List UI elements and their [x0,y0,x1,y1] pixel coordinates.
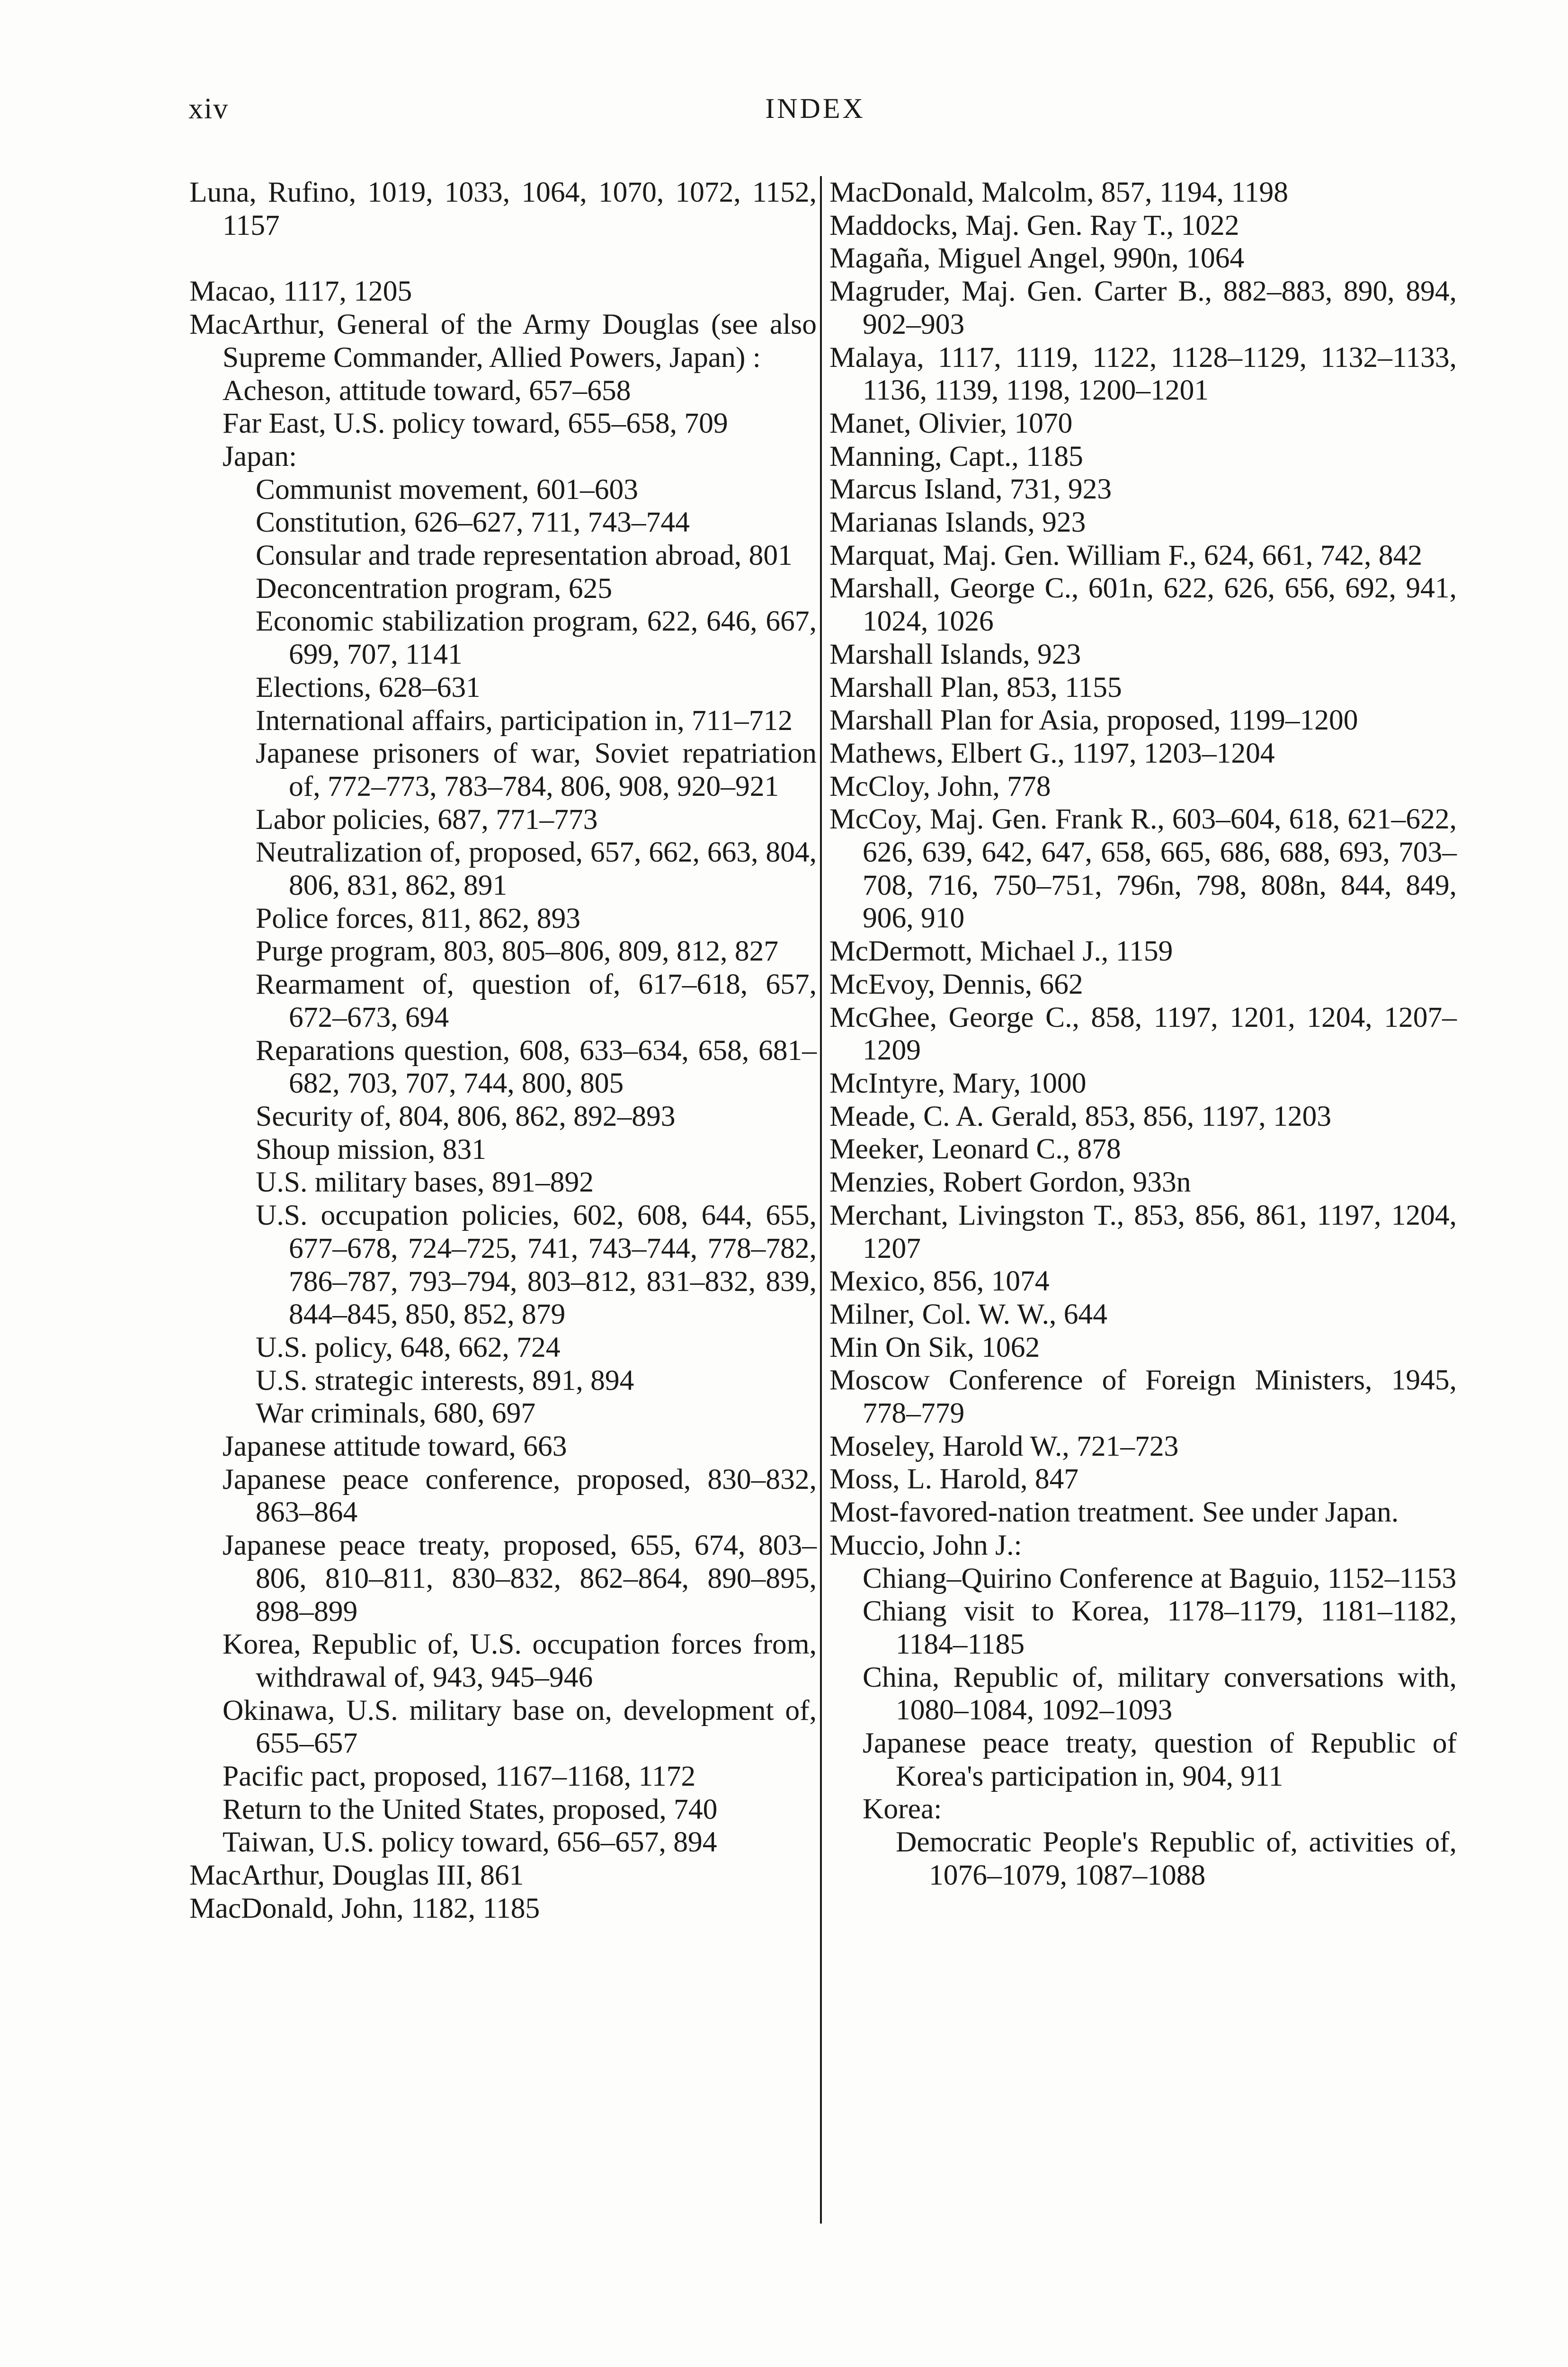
index-entry: Marshall Islands, 923 [829,638,1081,670]
index-subentry: U.S. policy, 648, 662, 724 [256,1331,561,1363]
index-entry: Marshall, George C., 601n, 622, 626, 656, 692, 941, 1024, 1026 [829,572,1457,638]
index-entry: McCoy, Maj. Gen. Frank R., 603–604, 618, 621–622, 626, 639, 642, 647, 658, 665, 686, 688, 693, 703–708, 716, 750–751, 796n, 798, 808n, 844, 849, 906, 910 [829,803,1457,934]
index-entry: Min On Sik, 1062 [829,1331,1040,1363]
index-entry: Marianas Islands, 923 [829,506,1086,539]
index-entry: Magruder, Maj. Gen. Carter B., 882–883, 890, 894, 902–903 [829,275,1457,340]
index-subentry: Purge program, 803, 805–806, 809, 812, 827 [256,935,779,968]
page-header [188,92,1442,135]
index-entry: MacArthur, General of the Army Douglas (see also Supreme Commander, Allied Powers, Japan) : [189,308,817,374]
page-number: xiv [188,93,229,125]
index-subentry: Pacific pact, proposed, 1167–1168, 1172 [223,1760,696,1793]
index-subentry: Japanese peace conference, proposed, 830–832, 863–864 [223,1463,817,1529]
index-entry: Manet, Olivier, 1070 [829,407,1073,439]
index-entry: Moscow Conference of Foreign Ministers, 1945, 778–779 [829,1364,1457,1430]
index-entry: Luna, Rufino, 1019, 1033, 1064, 1070, 1072, 1152, 1157 [189,176,817,241]
index-entry: McIntyre, Mary, 1000 [829,1067,1087,1099]
index-entry: Moseley, Harold W., 721–723 [829,1430,1179,1462]
index-entry: Menzies, Robert Gordon, 933n [829,1166,1191,1199]
index-entry: McDermott, Michael J., 1159 [829,935,1173,968]
index-subentry: Communist movement, 601–603 [256,473,639,506]
index-entry: Merchant, Livingston T., 853, 856, 861, 1197, 1204, 1207 [829,1199,1457,1264]
index-entry: MacDonald, Malcolm, 857, 1194, 1198 [829,176,1289,208]
index-entry: MacArthur, Douglas III, 861 [189,1859,524,1892]
index-subentry: China, Republic of, military conversations with, 1080–1084, 1092–1093 [863,1661,1457,1726]
index-entry: Magaña, Miguel Angel, 990n, 1064 [829,242,1245,275]
index-subentry: U.S. occupation policies, 602, 608, 644, 655, 677–678, 724–725, 741, 743–744, 778–782, 786–787, 793–794, 803–812, 831–832, 839, 844–845, 850, 852, 879 [256,1199,817,1331]
index-subentry: Economic stabilization program, 622, 646, 667, 699, 707, 1141 [256,605,817,671]
index-subentry: Taiwan, U.S. policy toward, 656–657, 894 [223,1826,717,1859]
index-subentry: Japanese prisoners of war, Soviet repatriation of, 772–773, 783–784, 806, 908, 920–921 [256,737,817,802]
entry-spacer [189,242,817,275]
index-entry: Malaya, 1117, 1119, 1122, 1128–1129, 1132–1133, 1136, 1139, 1198, 1200–1201 [829,341,1457,407]
index-entry: Manning, Capt., 1185 [829,440,1083,472]
column-divider [820,176,822,2224]
index-subentry: Labor policies, 687, 771–773 [256,803,598,836]
index-subentry: Police forces, 811, 862, 893 [256,902,581,934]
index-entry: Mexico, 856, 1074 [829,1265,1050,1298]
index-subentry: Rearmament of, question of, 617–618, 657, 672–673, 694 [256,968,817,1033]
index-subentry: Korea: [863,1793,942,1825]
index-subentry: Chiang visit to Korea, 1178–1179, 1181–1182, 1184–1185 [863,1595,1457,1660]
index-subentry: Security of, 804, 806, 862, 892–893 [256,1100,676,1132]
index-subentry: U.S. strategic interests, 891, 894 [256,1364,634,1397]
index-column-left [189,176,817,1925]
index-entry: Marshall Plan for Asia, proposed, 1199–1200 [829,704,1358,737]
index-subentry: Shoup mission, 831 [256,1133,486,1166]
index-subentry: Japanese peace treaty, proposed, 655, 674, 803–806, 810–811, 830–832, 862–864, 890–895, 898–899 [223,1529,817,1628]
index-subentry: Elections, 628–631 [256,671,481,703]
index-subentry: Japan: [223,440,297,472]
index-subentry: War criminals, 680, 697 [256,1397,536,1430]
index-entry: McCloy, John, 778 [829,770,1051,802]
index-subentry: Okinawa, U.S. military base on, development of, 655–657 [223,1694,817,1760]
index-subentry: International affairs, participation in, 711–712 [256,704,793,737]
index-subentry: Constitution, 626–627, 711, 743–744 [256,506,690,539]
index-subentry: Japanese peace treaty, question of Republic of Korea's participation in, 904, 911 [863,1727,1457,1792]
index-subentry: Neutralization of, proposed, 657, 662, 663, 804, 806, 831, 862, 891 [256,836,817,902]
index-entry: Marshall Plan, 853, 1155 [829,671,1122,703]
index-column-right [829,176,1457,1892]
index-subentry: U.S. military bases, 891–892 [256,1166,594,1199]
index-entry: Most-favored-nation treatment. See under Japan. [829,1496,1399,1529]
index-entry: Mathews, Elbert G., 1197, 1203–1204 [829,737,1275,769]
index-entry: McGhee, George C., 858, 1197, 1201, 1204, 1207–1209 [829,1001,1457,1067]
index-subentry: Return to the United States, proposed, 740 [223,1793,718,1825]
index-subentry: Chiang–Quirino Conference at Baguio, 1152–1153 [863,1562,1457,1594]
index-entry: Marcus Island, 731, 923 [829,473,1112,506]
index-entry: Marquat, Maj. Gen. William F., 624, 661, 742, 842 [829,539,1423,571]
index-entry: Muccio, John J.: [829,1529,1022,1561]
index-entry: Meade, C. A. Gerald, 853, 856, 1197, 1203 [829,1100,1332,1132]
page-title: INDEX [765,93,865,124]
index-subentry: Korea, Republic of, U.S. occupation forces from, withdrawal of, 943, 945–946 [223,1628,817,1693]
index-entry: Moss, L. Harold, 847 [829,1463,1079,1495]
index-subentry: Japanese attitude toward, 663 [223,1430,567,1463]
index-entry: Meeker, Leonard C., 878 [829,1133,1121,1166]
index-entry: McEvoy, Dennis, 662 [829,968,1083,1000]
index-subentry: Far East, U.S. policy toward, 655–658, 709 [223,407,728,440]
index-subentry: Reparations question, 608, 633–634, 658, 681–682, 703, 707, 744, 800, 805 [256,1034,817,1100]
index-subentry: Acheson, attitude toward, 657–658 [223,374,631,407]
index-entry: Macao, 1117, 1205 [189,275,412,308]
index-entry: Milner, Col. W. W., 644 [829,1298,1107,1330]
index-entry: Maddocks, Maj. Gen. Ray T., 1022 [829,209,1239,241]
index-subentry: Democratic People's Republic of, activities of, 1076–1079, 1087–1088 [896,1826,1457,1891]
index-subentry: Consular and trade representation abroad, 801 [256,539,793,572]
index-subentry: Deconcentration program, 625 [256,572,613,605]
index-entry: MacDonald, John, 1182, 1185 [189,1892,540,1924]
